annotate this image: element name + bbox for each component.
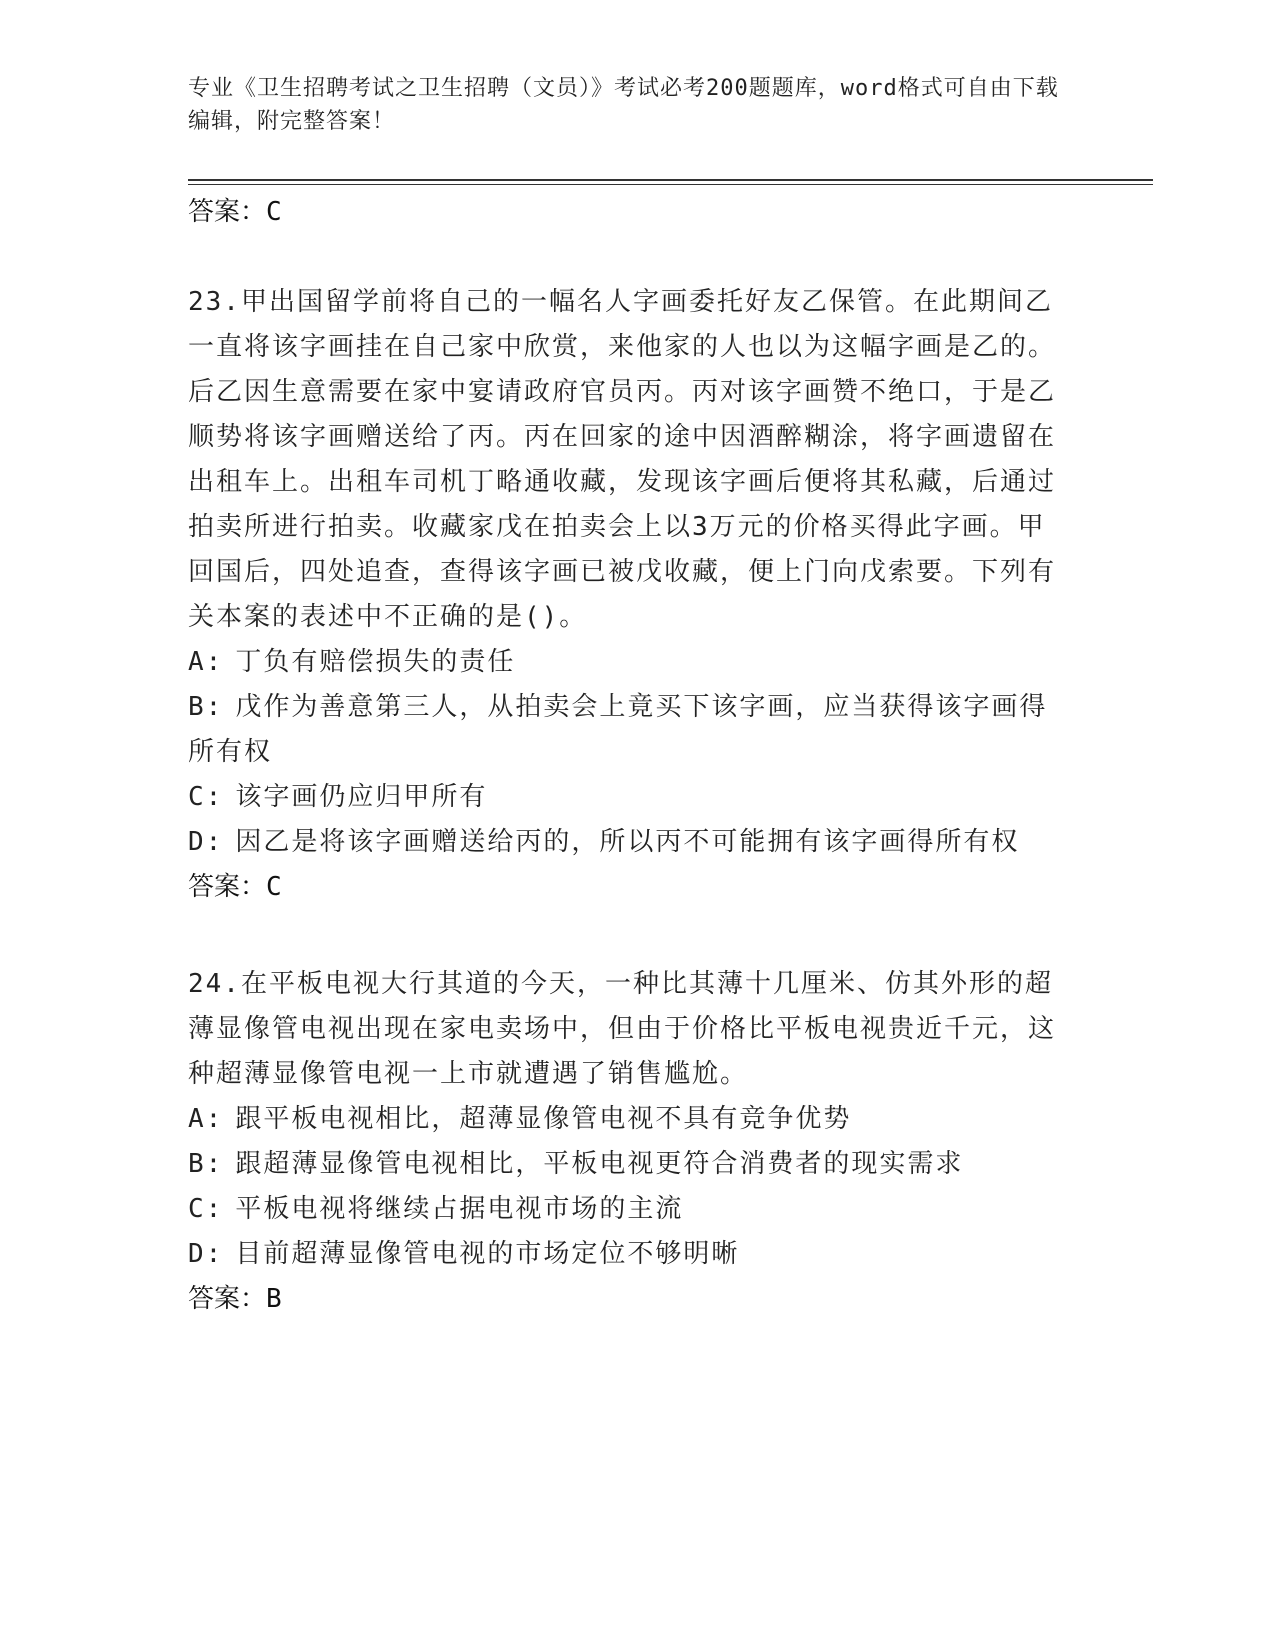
option-c: C: 平板电视将继续占据电视市场的主流 [188, 1194, 684, 1224]
header-rule-thick [188, 179, 1153, 181]
question-text: 24.在平板电视大行其道的今天，一种比其薄十几厘米、仿其外形的超薄显像管电视出现在家电卖场中，但由于价格比平板电视贵近千元，这种超薄显像管电视一上市就遭遇了销售尴尬。 [188, 969, 1057, 1089]
option-b: B: 戊作为善意第三人，从拍卖会上竟买下该字画，应当获得该字画得所有权 [188, 692, 1048, 767]
previous-answer: 答案：C [188, 197, 282, 227]
option-d: D: 目前超薄显像管电视的市场定位不够明晰 [188, 1239, 740, 1269]
question-text: 23.甲出国留学前将自己的一幅名人字画委托好友乙保管。在此期间乙一直将该字画挂在自己家中欣赏，来他家的人也以为这幅字画是乙的。后乙因生意需要在家中宴请政府官员丙。丙对该字画赞不绝口，于是乙顺势将该字画赠送给了丙。丙在回家的途中因酒醉糊涂，将字画遗留在出租车上。出租车司机丁略通收藏，发现该字画后便将其私藏，后通过拍卖所进行拍卖。收藏家戊在拍卖会上以3万元的价格买得此字画。甲回国后，四处追查，查得该字画已被戊收藏，便上门向戊索要。下列有关本案的表述中不正确的是()。 [188, 287, 1057, 632]
option-a: A: 跟平板电视相比，超薄显像管电视不具有竞争优势 [188, 1104, 852, 1134]
option-b: B: 跟超薄显像管电视相比，平板电视更符合消费者的现实需求 [188, 1149, 964, 1179]
answer: 答案：B [188, 1284, 282, 1314]
option-a: A: 丁负有赔偿损失的责任 [188, 647, 516, 677]
option-d: D: 因乙是将该字画赠送给丙的，所以丙不可能拥有该字画得所有权 [188, 827, 1020, 857]
header-rule-thin [188, 184, 1153, 185]
question-23 [188, 280, 1068, 910]
page-header: 专业《卫生招聘考试之卫生招聘（文员）》考试必考200题题库，word格式可自由下载编辑，附完整答案！ [188, 76, 1059, 134]
answer: 答案：C [188, 872, 282, 902]
question-24 [188, 962, 1068, 1322]
option-c: C: 该字画仍应归甲所有 [188, 782, 488, 812]
